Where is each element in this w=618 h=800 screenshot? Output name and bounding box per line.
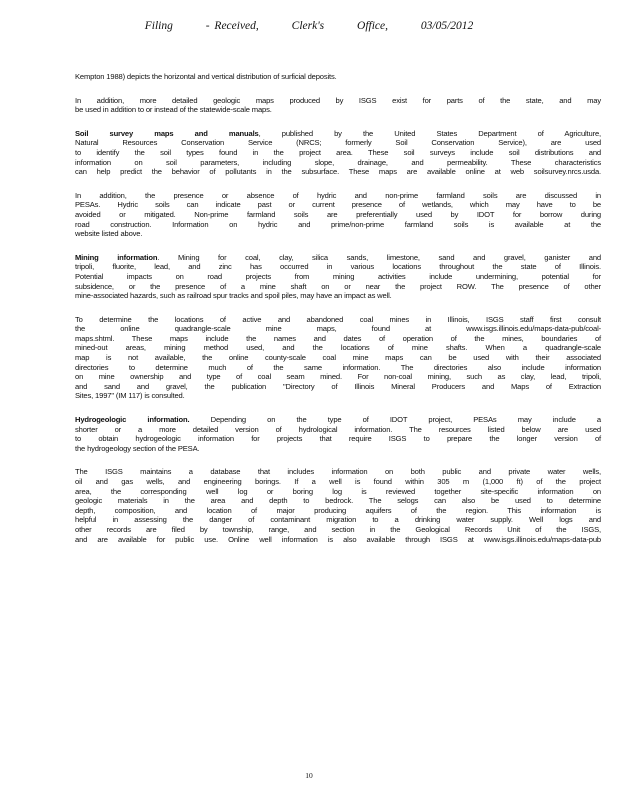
text-line: can help predict the behavior of pollutants in the subsurface. These maps are available online at web soilsurvey.nrcs.usda. xyxy=(75,167,601,177)
text-line: Sites, 1997" (IM 117) is consulted. xyxy=(75,391,185,401)
paragraph-coal-mines xyxy=(75,315,601,401)
text-line: and are available for public use. Online well information is also available through ISGS at www.isgs.illinois.edu/maps-data-pub xyxy=(75,534,601,544)
text-line: In addition, more detailed geologic maps produced by ISGS exist for parts of the state, and may xyxy=(75,95,601,105)
paragraph-surficial-deposits xyxy=(75,72,601,82)
text-line: other records are filed by township, range, and section in the Geological Records Unit of the ISGS, xyxy=(75,524,601,534)
paragraph-well-database xyxy=(75,467,601,544)
document-body xyxy=(75,72,601,558)
text-line: avoided or mitigated. Non-prime farmland soils are preferentially used by IDOT for borrow during xyxy=(75,209,601,219)
text-line: website listed above. xyxy=(75,229,143,239)
text-line: to obtain hydrogeologic information for projects that require ISGS to prepare the longer version of xyxy=(75,434,601,444)
paragraph-geologic-maps xyxy=(75,96,601,115)
text-line: and sand and gravel, the publication "Directory of Illinois Mineral Producers and Maps of Extraction xyxy=(75,381,601,391)
text-line: Potential impacts on road projects from mining activities include undermining, potential for xyxy=(75,271,601,281)
header-filing: Filing xyxy=(144,20,173,32)
header-clerks: Clerk's xyxy=(291,20,325,32)
text-line: helpful in assessing the danger of contaminant migration to a drinking water supply. Well logs and xyxy=(75,515,601,525)
paragraph-soil-survey xyxy=(75,129,601,177)
text-line: To determine the locations of active and abandoned coal mines in Illinois, ISGS staff first consult xyxy=(75,314,601,324)
text-line: In addition, the presence or absence of hydric and non-prime farmland soils are discussed in xyxy=(75,190,601,200)
text-line: mine-associated hazards, such as railroad spur tracks and spoil piles, may have an impact as well. xyxy=(75,291,392,301)
text-line: on mine ownership and type of coal seam mined. For non-coal mining, such as clay, lead, tripoli, xyxy=(75,372,601,382)
text-line: directories to determine much of the same information. The directories also include information xyxy=(75,362,601,372)
text-line: Mining information. Mining for coal, clay, silica sands, limestone, sand and gravel, ganister and xyxy=(75,252,601,262)
filing-header xyxy=(0,20,618,32)
text-line: geologic materials in the area and depth to bedrock. The selogs can also be used to determine xyxy=(75,496,601,506)
text-line: shorter or a more detailed version of hydrological information. The resources listed below are used xyxy=(75,424,601,434)
text-line: mined-out areas, mining method used, and the locations of mine shafts. When a quadrangle-scale xyxy=(75,343,601,353)
paragraph-hydrogeologic xyxy=(75,415,601,453)
heading-hydrogeologic: Hydrogeologic information. xyxy=(75,415,190,425)
text-line: depth, composition, and location of major producing aquifers of the region. This information is xyxy=(75,505,601,515)
text-line: subsidence, or the presence of a mine shaft on or near the project ROW. The presence of other xyxy=(75,281,601,291)
text-line: PESAs. Hydric soils can indicate past or current presence of wetlands, which may have to be xyxy=(75,200,601,210)
text-line: Hydrogeologic information. Depending on the type of IDOT project, PESAs may include a xyxy=(75,415,601,425)
text-line: the online quadrangle-scale mine maps, found at www.isgs.illinois.edu/maps-data-pub/coal- xyxy=(75,324,601,334)
text-line: oil and gas wells, and engineering borings. If a well is found within 305 m (1,000 ft) of the project xyxy=(75,477,601,486)
text-line: maps.shtml. These maps include the names and dates of operation of the mines, boundaries of xyxy=(75,333,601,343)
text-line: be used in addition to or instead of the statewide-scale maps. xyxy=(75,105,272,115)
heading-soil-survey: Soil survey maps and manuals xyxy=(75,128,259,138)
page-number: 10 xyxy=(305,771,313,780)
text-line: the hydrogeology section of the PESA. xyxy=(75,443,200,453)
text-line: Natural Resources Conservation Service (NRCS; formerly Soil Conservation Service), are used xyxy=(75,138,601,148)
header-received: - Received, xyxy=(205,20,259,32)
text-line: information on soil parameters, including slope, drainage, and permeability. These characteristics xyxy=(75,157,601,167)
header-office: Office, xyxy=(357,20,389,32)
text-line: Kempton 1988) depicts the horizontal and vertical distribution of surficial deposits. xyxy=(75,72,337,81)
paragraph-mining xyxy=(75,253,601,301)
text-line: The ISGS maintains a database that includes information on both public and private water wells, xyxy=(75,467,601,477)
text-line: tripoli, fluorite, lead, and zinc has occurred in various locations throughout the state of Illinois. xyxy=(75,262,601,272)
text-line: area, the corresponding well log or boring log is reviewed together site-specific information on xyxy=(75,486,601,496)
header-date: 03/05/2012 xyxy=(420,20,474,32)
text-line: Soil survey maps and manuals, published by the United States Department of Agriculture, xyxy=(75,128,602,138)
paragraph-hydric-soils xyxy=(75,191,601,239)
text-line: map is not available, the online county-scale coal mine maps can be used with their associated xyxy=(75,353,601,363)
text-line: road construction. Information on hydric and prime/non-prime farmland soils is available at the xyxy=(75,219,601,229)
text-line: to identify the soil types found in the project area. These soil surveys include soil distributions and xyxy=(75,147,601,157)
heading-mining: Mining information xyxy=(75,252,158,262)
